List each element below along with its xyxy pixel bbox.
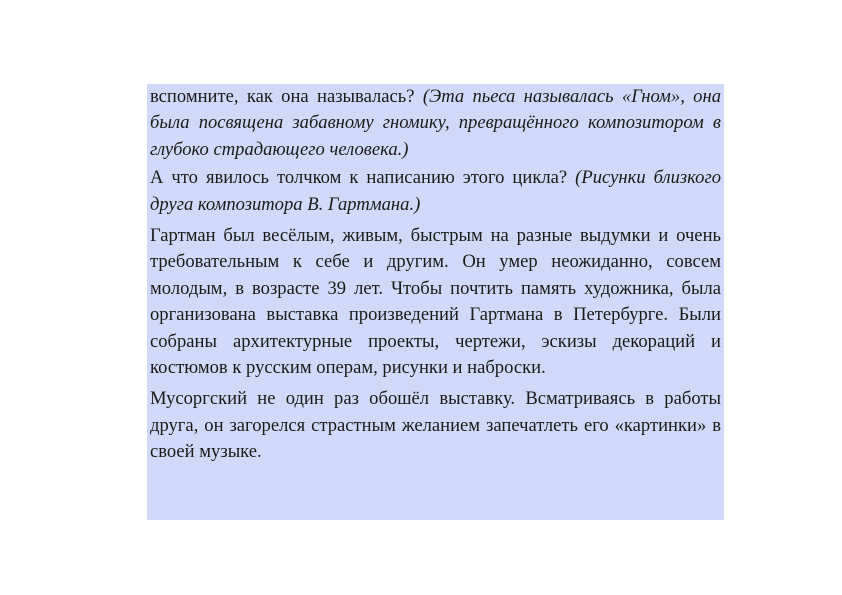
- question-text: вспомните, как она называлась?: [150, 86, 415, 107]
- answer-text-italic: (Рисунки близкого друга композитора В. Гартмана.): [150, 167, 722, 215]
- body-text: Мусоргский не один раз обошёл выставку. Всматриваясь в работы друга, он загорелся страстным желанием запечатлеть его «картинки» в своей музыке.: [150, 388, 721, 463]
- question-text: А что явилось толчком к написанию этого цикла?: [150, 167, 568, 189]
- paragraph-hartmann: [150, 223, 721, 381]
- answer-text-italic: (Эта пьеса называлась «Гном», она была посвящена забавному гномику, превращённого композитором в глубоко страдающего человека.): [150, 86, 721, 160]
- highlighted-text-block: [147, 84, 724, 520]
- paragraph-mussorgsky: [150, 386, 721, 465]
- body-text: Гартман был весёлым, живым, быстрым на разные выдумки и очень требовательным к себе и другим. Он умер неожиданно, совсем молодым, в возрасте 39 лет. Чтобы почтить память художника, была организована выставка произведений Гартмана в Петербурге. Были собраны архитектурные проекты, чертежи, эскизы декораций и костюмов к русским операм, рисунки и наброски.: [150, 225, 721, 379]
- paragraph-question-gnome: [150, 84, 721, 163]
- paragraph-question-cycle: [150, 165, 721, 218]
